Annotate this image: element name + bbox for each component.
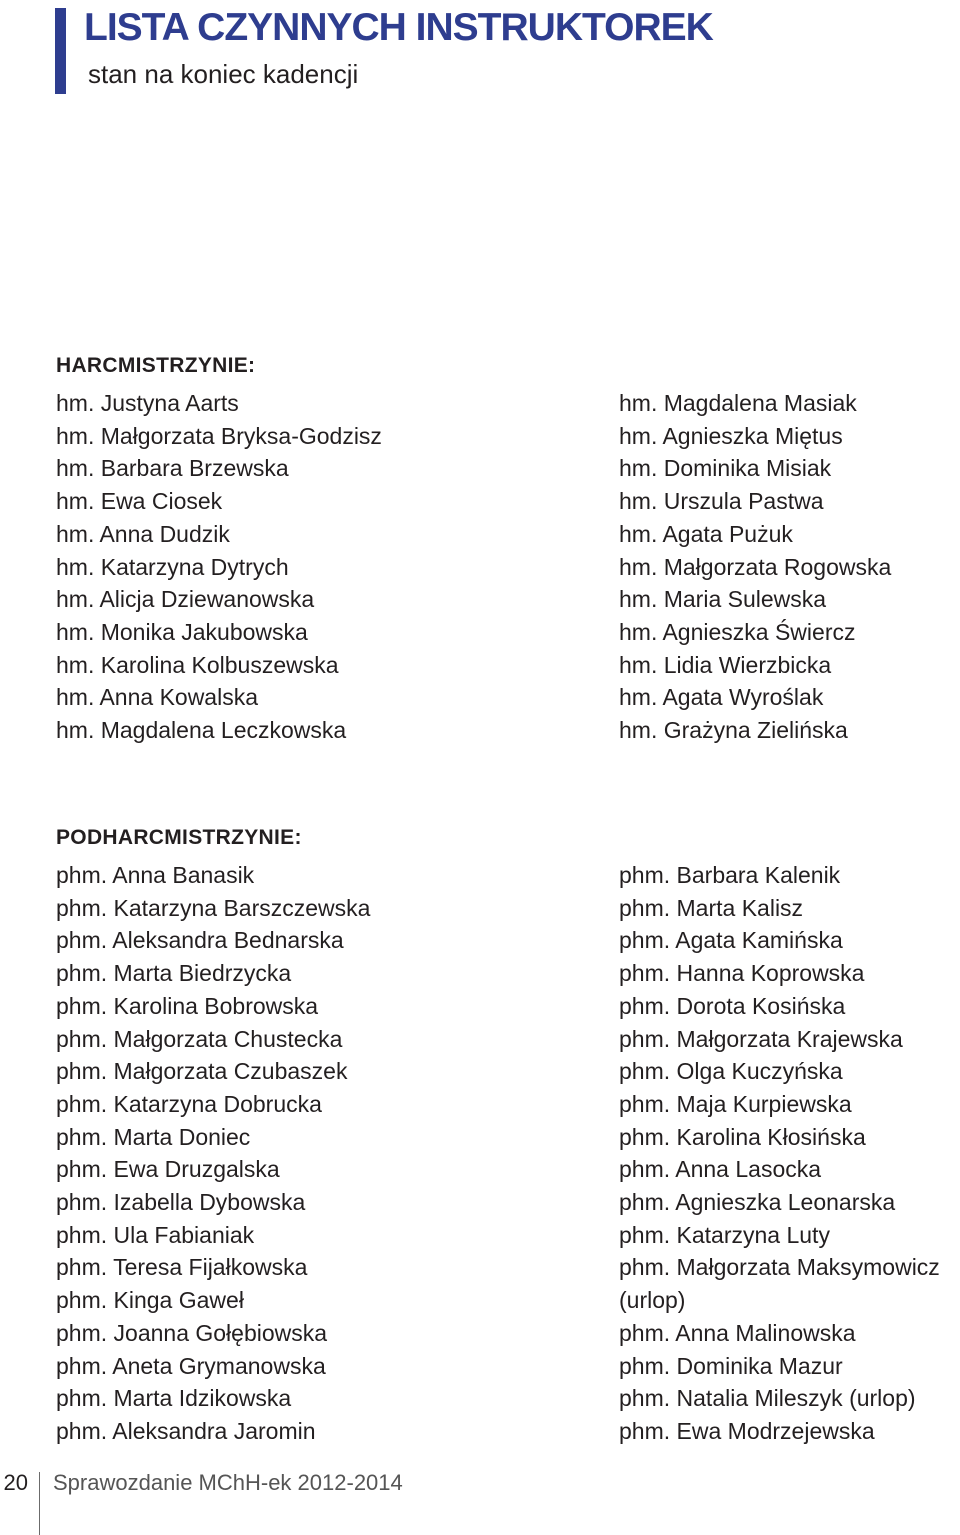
- list-item: hm. Magdalena Masiak: [619, 390, 857, 416]
- list-item: hm. Katarzyna Dytrych: [56, 553, 289, 580]
- list-item: phm. Karolina Bobrowska: [56, 992, 319, 1019]
- list-item: phm. Katarzyna Luty: [619, 1221, 830, 1248]
- list-item: phm. Olga Kuczyńska: [619, 1058, 843, 1085]
- list-item: phm. Karolina Kłosińska: [619, 1123, 866, 1150]
- list-item: (urlop): [619, 1287, 686, 1314]
- list-item: phm. Aleksandra Jaromin: [56, 1417, 316, 1444]
- podharcmistrzynie-list-right: [619, 859, 940, 1448]
- list-item: hm. Grażyna Zielińska: [619, 717, 848, 744]
- list-item: phm. Ewa Druzgalska: [56, 1156, 280, 1183]
- list-item: hm. Justyna Aarts: [56, 390, 239, 416]
- list-item: phm. Joanna Gołębiowska: [56, 1319, 328, 1346]
- list-item: hm. Karolina Kolbuszewska: [56, 651, 339, 678]
- footer-divider: [39, 1472, 40, 1535]
- list-item: phm. Anna Banasik: [56, 862, 255, 888]
- list-item: hm. Agata Wyroślak: [619, 684, 824, 711]
- section-heading-podharcmistrzynie: PODHARCMISTRZYNIE:: [56, 826, 302, 849]
- list-item: phm. Teresa Fijałkowska: [56, 1254, 308, 1281]
- list-item: hm. Alicja Dziewanowska: [56, 586, 315, 613]
- list-item: phm. Hanna Koprowska: [619, 960, 865, 987]
- section-heading-harcmistrzynie: HARCMISTRZYNIE:: [56, 354, 256, 377]
- list-item: phm. Dominika Mazur: [619, 1352, 843, 1379]
- list-item: hm. Urszula Pastwa: [619, 488, 824, 515]
- list-item: hm. Dominika Misiak: [619, 455, 832, 482]
- list-item: phm. Małgorzata Krajewska: [619, 1025, 903, 1052]
- list-item: phm. Kinga Gaweł: [56, 1287, 244, 1314]
- list-item: phm. Aleksandra Bednarska: [56, 927, 344, 954]
- list-item: hm. Lidia Wierzbicka: [619, 651, 832, 678]
- list-item: phm. Agata Kamińska: [619, 927, 843, 954]
- list-item: hm. Monika Jakubowska: [56, 618, 308, 645]
- list-item: phm. Małgorzata Maksymowicz: [619, 1254, 940, 1281]
- list-item: phm. Marta Kalisz: [619, 894, 804, 921]
- list-item: hm. Małgorzata Bryksa-Godzisz: [56, 422, 382, 449]
- list-item: phm. Natalia Mileszyk (urlop): [619, 1385, 916, 1412]
- list-item: phm. Agnieszka Leonarska: [619, 1189, 896, 1216]
- title-accent-bar: [55, 8, 66, 94]
- list-item: hm. Barbara Brzewska: [56, 455, 289, 482]
- list-item: phm. Ula Fabianiak: [56, 1221, 255, 1248]
- list-item: hm. Agata Pużuk: [619, 520, 793, 547]
- page-number: 20: [3, 1470, 28, 1495]
- list-item: phm. Ewa Modrzejewska: [619, 1417, 875, 1444]
- page-title: LISTA CZYNNYCH INSTRUKTOREK: [84, 6, 713, 49]
- list-item: phm. Marta Doniec: [56, 1123, 251, 1150]
- list-item: phm. Anna Malinowska: [619, 1319, 856, 1346]
- list-item: phm. Aneta Grymanowska: [56, 1352, 326, 1379]
- list-item: phm. Katarzyna Barszczewska: [56, 894, 371, 921]
- list-item: hm. Maria Sulewska: [619, 586, 827, 613]
- list-item: phm. Marta Idzikowska: [56, 1385, 292, 1412]
- list-item: hm. Agnieszka Świercz: [619, 618, 856, 645]
- list-item: phm. Anna Lasocka: [619, 1156, 822, 1183]
- harcmistrzynie-list-left: [56, 387, 382, 747]
- list-item: phm. Maja Kurpiewska: [619, 1090, 852, 1117]
- list-item: phm. Marta Biedrzycka: [56, 960, 292, 987]
- list-item: phm. Barbara Kalenik: [619, 862, 841, 888]
- list-item: phm. Małgorzata Czubaszek: [56, 1058, 348, 1085]
- page-subtitle: stan na koniec kadencji: [88, 59, 359, 89]
- list-item: phm. Katarzyna Dobrucka: [56, 1090, 322, 1117]
- list-item: hm. Agnieszka Miętus: [619, 422, 843, 449]
- list-item: hm. Anna Kowalska: [56, 684, 259, 711]
- harcmistrzynie-list-right: [619, 387, 891, 747]
- footer-report-title: Sprawozdanie MChH-ek 2012-2014: [53, 1470, 403, 1495]
- list-item: hm. Małgorzata Rogowska: [619, 553, 892, 580]
- list-item: phm. Dorota Kosińska: [619, 992, 846, 1019]
- podharcmistrzynie-list-left: [56, 859, 370, 1448]
- list-item: hm. Magdalena Leczkowska: [56, 717, 347, 744]
- list-item: phm. Izabella Dybowska: [56, 1189, 306, 1216]
- list-item: hm. Anna Dudzik: [56, 520, 230, 547]
- list-item: hm. Ewa Ciosek: [56, 488, 223, 515]
- list-item: phm. Małgorzata Chustecka: [56, 1025, 343, 1052]
